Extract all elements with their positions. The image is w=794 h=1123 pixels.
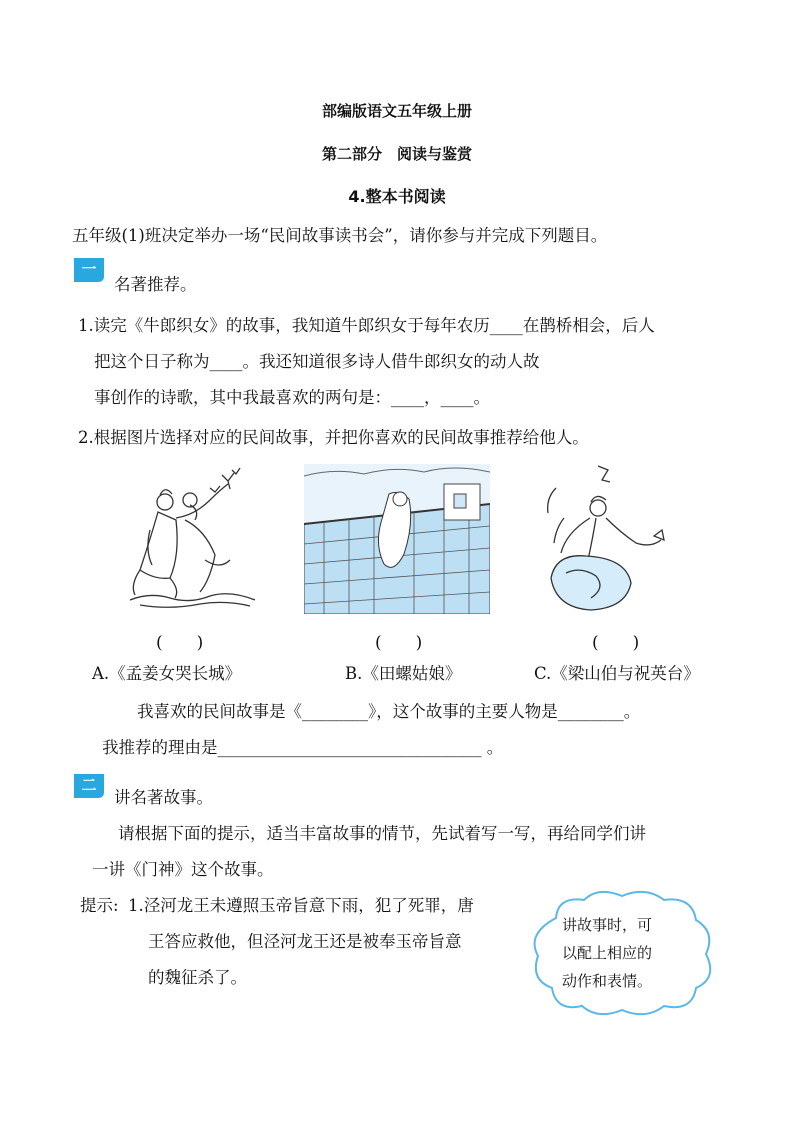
book-title: 部编版语文五年级上册 bbox=[321, 102, 472, 120]
picture-snail-girl bbox=[536, 458, 676, 614]
wall-illustration-icon bbox=[304, 464, 490, 614]
tip-line3: 动作和表情。 bbox=[562, 972, 653, 990]
snail-illustration-icon bbox=[536, 458, 676, 614]
picture-butterfly-lovers bbox=[110, 460, 260, 610]
option-a: A.《孟姜女哭长城》 bbox=[92, 664, 242, 683]
favorite-story-line: 我喜欢的民间故事是《________》，这个故事的主要人物是________。 bbox=[137, 702, 641, 721]
q1-line1: 1.读完《牛郎织女》的故事，我知道牛郎织女于每年农历____在鹊桥相会，后人 bbox=[78, 316, 655, 335]
option-c: C.《梁山伯与祝英台》 bbox=[534, 664, 700, 683]
picture-great-wall bbox=[304, 464, 490, 614]
q1-line3: 事创作的诗歌，其中我最喜欢的两句是：____，____。 bbox=[94, 388, 490, 407]
intro-text: 五年级(1)班决定举办一场“民间故事读书会”，请你参与并完成下列题目。 bbox=[72, 226, 608, 245]
hint-line2: 王答应救他，但泾河龙王还是被奉玉帝旨意 bbox=[148, 932, 462, 951]
option-b: B.《田螺姑娘》 bbox=[345, 664, 462, 683]
section-two-para-line2: 一讲《门神》这个故事。 bbox=[92, 860, 274, 879]
part-title: 第二部分 阅读与鉴赏 bbox=[321, 145, 472, 163]
section-one-number: 一 bbox=[81, 260, 97, 278]
hint-label: 提示: bbox=[80, 896, 119, 915]
figure-illustration-icon bbox=[110, 460, 260, 610]
section-one-heading: 名著推荐。 bbox=[114, 275, 197, 294]
answer-bracket-3[interactable]: ( ) bbox=[592, 633, 640, 653]
recommend-reason-line: 我推荐的理由是________________________________ 。 bbox=[102, 738, 504, 757]
tip-line2: 以配上相应的 bbox=[562, 944, 653, 962]
q1-line2: 把这个日子称为____。我还知道很多诗人借牛郎织女的动人故 bbox=[94, 352, 540, 371]
answer-bracket-1[interactable]: ( ) bbox=[156, 633, 204, 653]
hint-line3: 的魏征杀了。 bbox=[148, 968, 247, 987]
tip-line1: 讲故事时，可 bbox=[562, 916, 653, 934]
section-two-number: 二 bbox=[81, 776, 97, 794]
hint-line1: 1.泾河龙王未遵照玉帝旨意下雨，犯了死罪，唐 bbox=[128, 896, 474, 915]
lesson-title: 4.整本书阅读 bbox=[348, 187, 446, 206]
section-two-heading: 讲名著故事。 bbox=[114, 788, 213, 807]
section-one-badge bbox=[74, 258, 104, 282]
section-two-para-line1: 请根据下面的提示，适当丰富故事的情节，先试着写一写，再给同学们讲 bbox=[118, 824, 646, 843]
tip-cloud bbox=[526, 888, 716, 1020]
section-two-badge bbox=[74, 774, 104, 798]
q2-prompt: 2.根据图片选择对应的民间故事，并把你喜欢的民间故事推荐给他人。 bbox=[78, 428, 589, 447]
answer-bracket-2[interactable]: ( ) bbox=[375, 633, 423, 653]
